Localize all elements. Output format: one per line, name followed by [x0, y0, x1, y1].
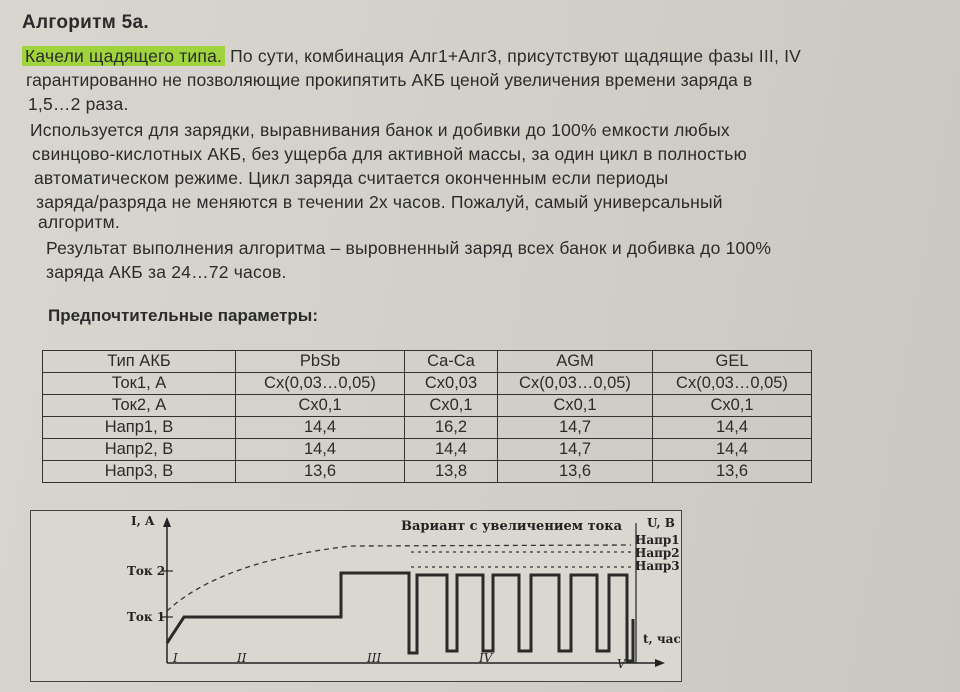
tok2-label: Ток 2: [127, 564, 166, 578]
napr3-label: Напр3: [635, 559, 680, 573]
table-cell: Ток1, А: [43, 373, 236, 395]
y-axis-left-arrow: [163, 517, 171, 527]
phase-label: II: [237, 651, 247, 665]
table-cell: Сх0,1: [405, 395, 498, 417]
napr2-label: Напр2: [635, 546, 680, 560]
table-cell: 14,4: [653, 417, 812, 439]
table-cell: Напр1, В: [43, 417, 236, 439]
paragraph-line-7: заряда/разряда не меняются в течении 2х часов. Пожалуй, самый универсальный: [36, 192, 723, 212]
table-row: [43, 395, 812, 417]
paragraph-line-5: свинцово-кислотных АКБ, без ущерба для активной массы, за один цикл в полностью: [32, 144, 747, 164]
table-cell: Сх(0,03…0,05): [498, 373, 653, 395]
header-cell: PbSb: [236, 351, 405, 373]
y-left-label: I, A: [131, 514, 155, 528]
x-axis-arrow: [655, 659, 665, 667]
table-row: [43, 417, 812, 439]
phase-label: IV: [479, 651, 493, 665]
table-cell: 13,6: [653, 461, 812, 483]
table-cell: Ток2, А: [43, 395, 236, 417]
highlighted-text: Качели щадящего типа.: [22, 46, 225, 66]
phase-label: V: [617, 657, 626, 671]
table-row: [43, 461, 812, 483]
params-title: Предпочтительные параметры:: [48, 306, 318, 325]
table-cell: 14,4: [405, 439, 498, 461]
table-cell: 14,7: [498, 439, 653, 461]
table-cell: 13,6: [498, 461, 653, 483]
algorithm-title: Алгоритм 5а.: [22, 12, 149, 33]
table-cell: Сх0,1: [236, 395, 405, 417]
current-curve: [167, 573, 633, 661]
table-row: [43, 373, 812, 395]
header-cell: Тип АКБ: [43, 351, 236, 373]
paragraph-line-9: Результат выполнения алгоритма – выровненный заряд всех банок и добивка до 100%: [46, 238, 772, 258]
paragraph-line-2: гарантированно не позволяющие прокипятить АКБ ценой увеличения времени заряда в: [26, 70, 753, 90]
table-cell: 14,4: [236, 439, 405, 461]
params-table: [42, 350, 812, 483]
y-right-label: U, B: [647, 516, 675, 530]
table-cell: Напр2, В: [43, 439, 236, 461]
paragraph-line-3: 1,5…2 раза.: [28, 94, 129, 114]
table-cell: 16,2: [405, 417, 498, 439]
table-cell: 14,4: [653, 439, 812, 461]
paragraph-line-8: алгоритм.: [38, 212, 120, 232]
table-cell: 14,4: [236, 417, 405, 439]
paragraph-line-10: заряда АКБ за 24…72 часов.: [46, 262, 287, 282]
header-cell: AGM: [498, 351, 653, 373]
paragraph-line-1: [22, 46, 801, 67]
t-label: t, час: [643, 632, 681, 646]
paragraph-line-4: Используется для зарядки, выравнивания банок и добивки до 100% емкости любых: [30, 120, 730, 140]
voltage-curve-1: [167, 545, 631, 611]
paragraph-line-6: автоматическом режиме. Цикл заряда считается оконченным если периоды: [34, 168, 669, 188]
table-cell: Сх(0,03…0,05): [653, 373, 812, 395]
table-cell: Сх0,1: [653, 395, 812, 417]
charge-diagram: [30, 510, 682, 682]
table-cell: 13,6: [236, 461, 405, 483]
diagram-caption: Вариант с увеличением тока: [401, 519, 623, 534]
charge-diagram-svg: [31, 511, 681, 681]
line1-rest: По сути, комбинация Алг1+Алг3, присутствуют щадящие фазы III, IV: [225, 46, 802, 66]
table-row: [43, 439, 812, 461]
table-cell: Напр3, В: [43, 461, 236, 483]
napr1-label: Напр1: [635, 533, 680, 547]
tok1-label: Ток 1: [127, 610, 166, 624]
table-cell: 13,8: [405, 461, 498, 483]
table-cell: 14,7: [498, 417, 653, 439]
table-header-row: [43, 351, 812, 373]
phase-label: III: [367, 651, 382, 665]
header-cell: GEL: [653, 351, 812, 373]
header-cell: Ca-Ca: [405, 351, 498, 373]
table-cell: Сх0,1: [498, 395, 653, 417]
table-cell: Сх(0,03…0,05): [236, 373, 405, 395]
table-cell: Сх0,03: [405, 373, 498, 395]
phase-label: I: [173, 651, 178, 665]
